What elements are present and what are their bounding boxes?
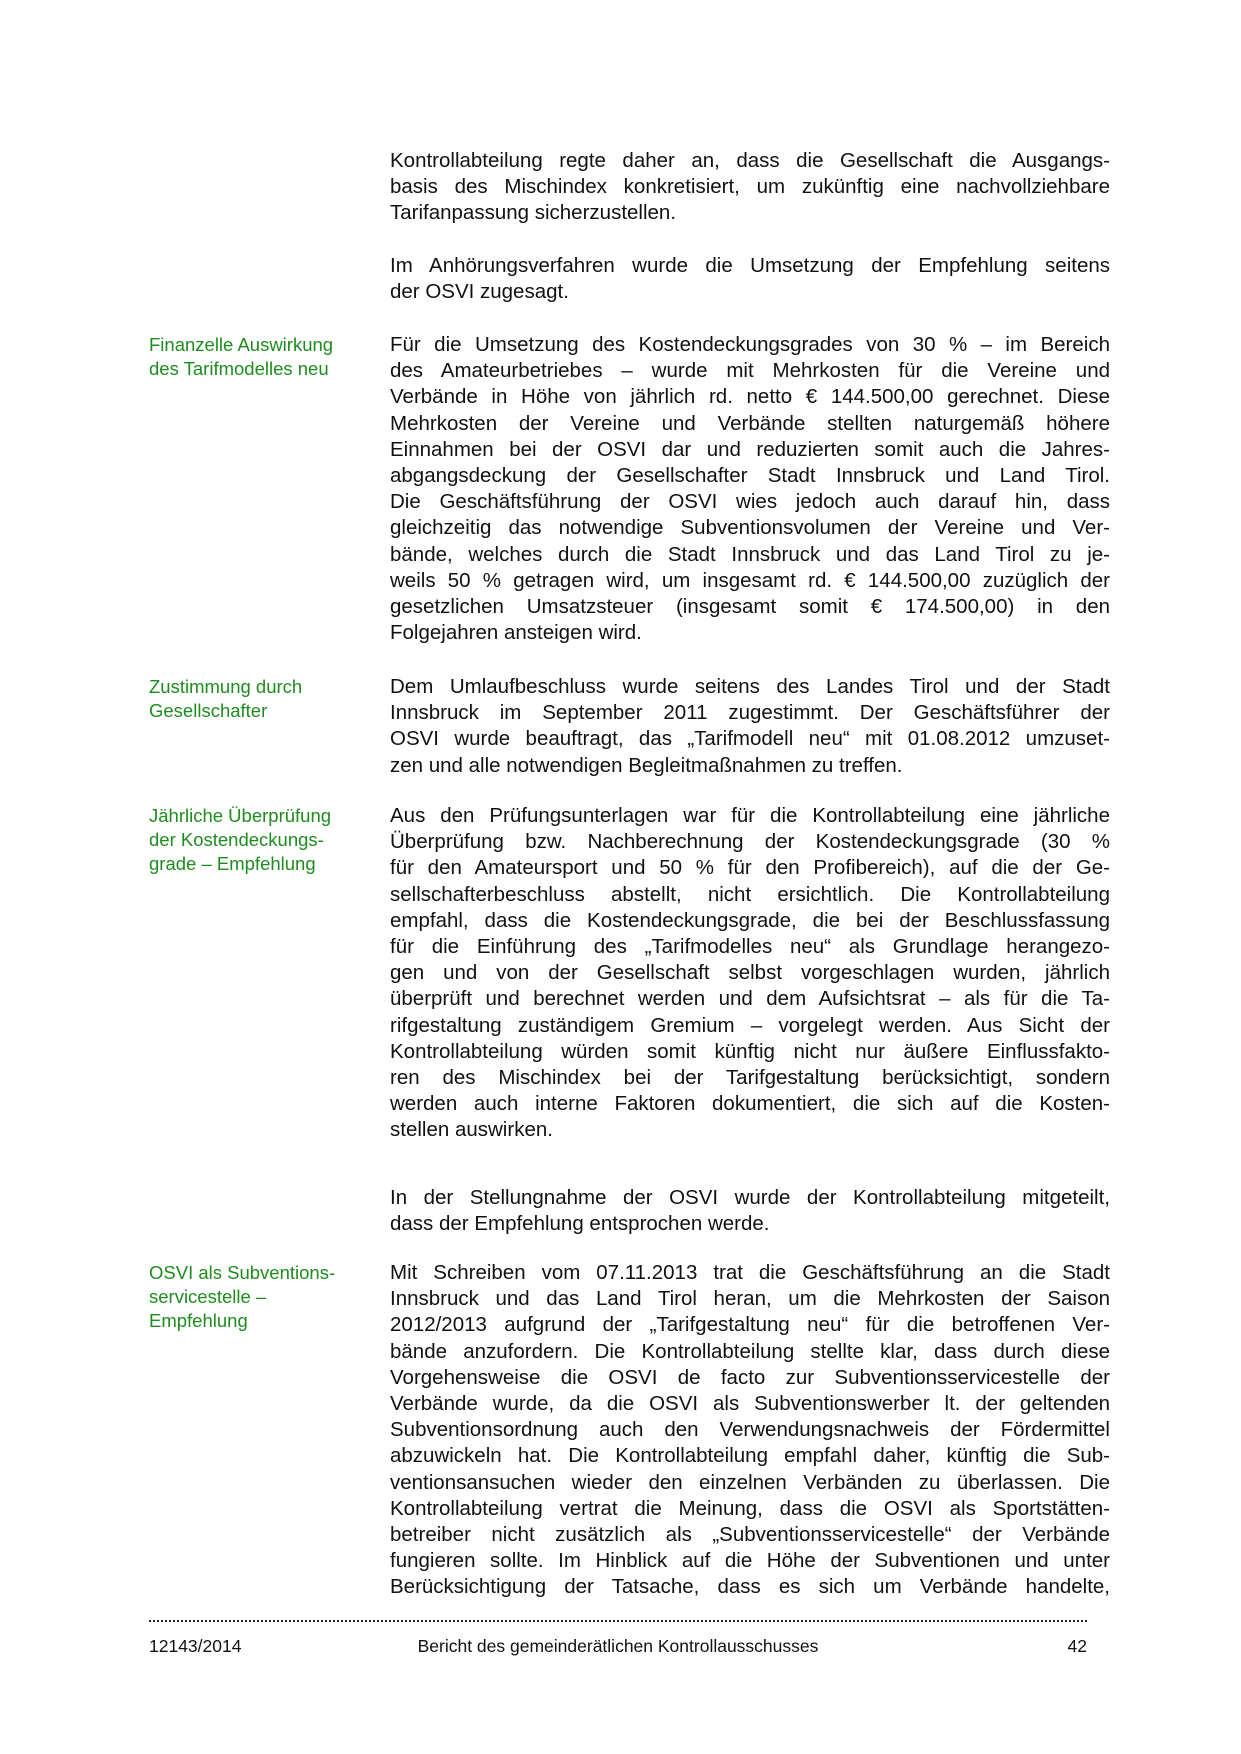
text-line: Subventionsordnung auch den Verwendungsnachweis der Fördermittel — [390, 1418, 1110, 1442]
text-line: rifgestaltung zuständigem Gremium – vorgelegt werden. Aus Sicht der — [390, 1013, 1110, 1037]
text-line: gesetzlichen Umsatzsteuer (insgesamt somit € 174.500,00) in den — [390, 595, 1110, 619]
document-number: 12143/2014 — [149, 1636, 242, 1656]
margin-heading-line: Empfehlung — [149, 1310, 248, 1331]
margin-heading-line: servicestelle – — [149, 1286, 267, 1307]
paragraph — [390, 332, 1110, 646]
margin-heading-line: grade – Empfehlung — [149, 853, 316, 874]
text-line: Kontrollabteilung vertrat die Meinung, dass die OSVI als Sportstätten- — [390, 1496, 1110, 1520]
text-line: Mehrkosten der Vereine und Verbände stellten naturgemäß höhere — [390, 411, 1110, 435]
text-line: überprüft und berechnet werden und dem Aufsichtsrat – als für die Ta- — [390, 987, 1110, 1011]
text-line: ren des Mischindex bei der Tarifgestaltung berücksichtigt, sondern — [390, 1066, 1110, 1090]
text-line: bände, welches durch die Stadt Innsbruck und das Land Tirol zu je- — [390, 542, 1110, 566]
text-line: Überprüfung bzw. Nachberechnung der Kostendeckungsgrade (30 % — [390, 830, 1110, 854]
margin-heading-line: der Kostendeckungs- — [149, 829, 324, 850]
text-line: für den Amateursport und 50 % für den Profibereich), auf die der Ge- — [390, 856, 1110, 880]
text-line: fungieren sollte. Im Hinblick auf die Höhe der Subventionen und unter — [390, 1549, 1110, 1573]
text-line: Berücksichtigung der Tatsache, dass es sich um Verbände handelte, — [390, 1575, 1110, 1599]
text-line: Kontrollabteilung regte daher an, dass die Gesellschaft die Ausgangs- — [390, 149, 1110, 172]
margin-heading — [149, 1261, 369, 1333]
text-line: Die Geschäftsführung der OSVI wies jedoch auch darauf hin, dass — [390, 490, 1110, 514]
text-line: stellen auswirken. — [390, 1118, 553, 1142]
text-line: Verbände wurde, da die OSVI als Subventionswerber lt. der geltenden — [390, 1392, 1110, 1416]
margin-heading-line: des Tarifmodelles neu — [149, 358, 329, 379]
page-footer — [149, 1636, 1087, 1660]
text-line: Innsbruck und das Land Tirol heran, um die Mehrkosten der Saison — [390, 1287, 1110, 1311]
margin-heading — [149, 333, 369, 381]
text-line: In der Stellungnahme der OSVI wurde der Kontrollabteilung mitgeteilt, — [390, 1186, 1110, 1209]
text-line: des Amateurbetriebes – wurde mit Mehrkosten für die Vereine und — [390, 359, 1110, 383]
text-line: Im Anhörungsverfahren wurde die Umsetzung der Empfehlung seitens — [390, 254, 1110, 277]
text-line: Kontrollabteilung würden somit künftig nicht nur äußere Einflussfakto- — [390, 1039, 1110, 1063]
margin-heading-line: OSVI als Subventions- — [149, 1262, 336, 1283]
paragraph — [390, 148, 1110, 227]
text-line: gen und von der Gesellschaft selbst vorgeschlagen wurden, jährlich — [390, 961, 1110, 985]
text-line: Innsbruck im September 2011 zugestimmt. Der Geschäftsführer der — [390, 701, 1110, 725]
text-line: für die Einführung des „Tarifmodelles neu“ als Grundlage herangezo- — [390, 935, 1110, 959]
margin-heading-line: Zustimmung durch — [149, 676, 303, 697]
text-line: abgangsdeckung der Gesellschafter Stadt Innsbruck und Land Tirol. — [390, 464, 1110, 488]
text-line: Verbände in Höhe von jährlich rd. netto € 144.500,00 gerechnet. Diese — [390, 385, 1110, 409]
text-line: 2012/2013 aufgrund der „Tarifgestaltung neu“ für die betroffenen Ver- — [390, 1313, 1110, 1337]
paragraph — [390, 253, 1110, 305]
text-line: dass der Empfehlung entsprochen werde. — [390, 1212, 770, 1236]
text-line: Tarifanpassung sicherzustellen. — [390, 201, 677, 225]
paragraph — [390, 803, 1110, 1144]
text-line: zen und alle notwendigen Begleitmaßnahmen zu treffen. — [390, 753, 903, 777]
margin-heading-line: Jährliche Überprüfung — [149, 805, 332, 826]
text-line: Dem Umlaufbeschluss wurde seitens des Landes Tirol und der Stadt — [390, 675, 1110, 698]
paragraph — [390, 1185, 1110, 1237]
text-line: abzuwickeln hat. Die Kontrollabteilung empfahl daher, künftig die Sub- — [390, 1444, 1110, 1468]
margin-heading-line: Gesellschafter — [149, 700, 268, 721]
text-line: Folgejahren ansteigen wird. — [390, 621, 642, 645]
text-line: basis des Mischindex konkretisiert, um zukünftig eine nachvollziehbare — [390, 175, 1110, 199]
paragraph — [390, 1260, 1110, 1601]
text-line: Vorgehensweise die OSVI de facto zur Subventionsservicestelle der — [390, 1365, 1110, 1389]
text-line: empfahl, dass die Kostendeckungsgrade, die bei der Beschlussfassung — [390, 908, 1110, 932]
margin-heading — [149, 804, 369, 876]
margin-heading — [149, 675, 369, 723]
paragraph — [390, 674, 1110, 779]
margin-heading-line: Finanzelle Auswirkung — [149, 334, 334, 355]
text-line: werden auch interne Faktoren dokumentiert, die sich auf die Kosten- — [390, 1092, 1110, 1116]
text-line: bände anzufordern. Die Kontrollabteilung stellte klar, dass durch diese — [390, 1339, 1110, 1363]
text-line: sellschafterbeschluss abstellt, nicht ersichtlich. Die Kontrollabteilung — [390, 882, 1110, 906]
text-line: ventionsansuchen wieder den einzelnen Verbänden zu überlassen. Die — [390, 1470, 1110, 1494]
text-line: Mit Schreiben vom 07.11.2013 trat die Geschäftsführung an die Stadt — [390, 1261, 1110, 1284]
footer-divider — [149, 1620, 1087, 1622]
text-line: gleichzeitig das notwendige Subventionsvolumen der Vereine und Ver- — [390, 516, 1110, 540]
text-line: betreiber nicht zusätzlich als „Subventionsservicestelle“ der Verbände — [390, 1523, 1110, 1547]
text-line: weils 50 % getragen wird, um insgesamt rd. € 144.500,00 zuzüglich der — [390, 568, 1110, 592]
text-line: OSVI wurde beauftragt, das „Tarifmodell neu“ mit 01.08.2012 umzuset- — [390, 727, 1110, 751]
text-line: Aus den Prüfungsunterlagen war für die Kontrollabteilung eine jährliche — [390, 804, 1110, 827]
footer-title: Bericht des gemeinderätlichen Kontrollausschusses — [417, 1636, 819, 1656]
text-line: Für die Umsetzung des Kostendeckungsgrades von 30 % – im Bereich — [390, 333, 1110, 356]
text-line: Einnahmen bei der OSVI dar und reduzierten somit auch die Jahres- — [390, 437, 1110, 461]
text-line: der OSVI zugesagt. — [390, 280, 569, 304]
page-number: 42 — [1067, 1636, 1087, 1656]
